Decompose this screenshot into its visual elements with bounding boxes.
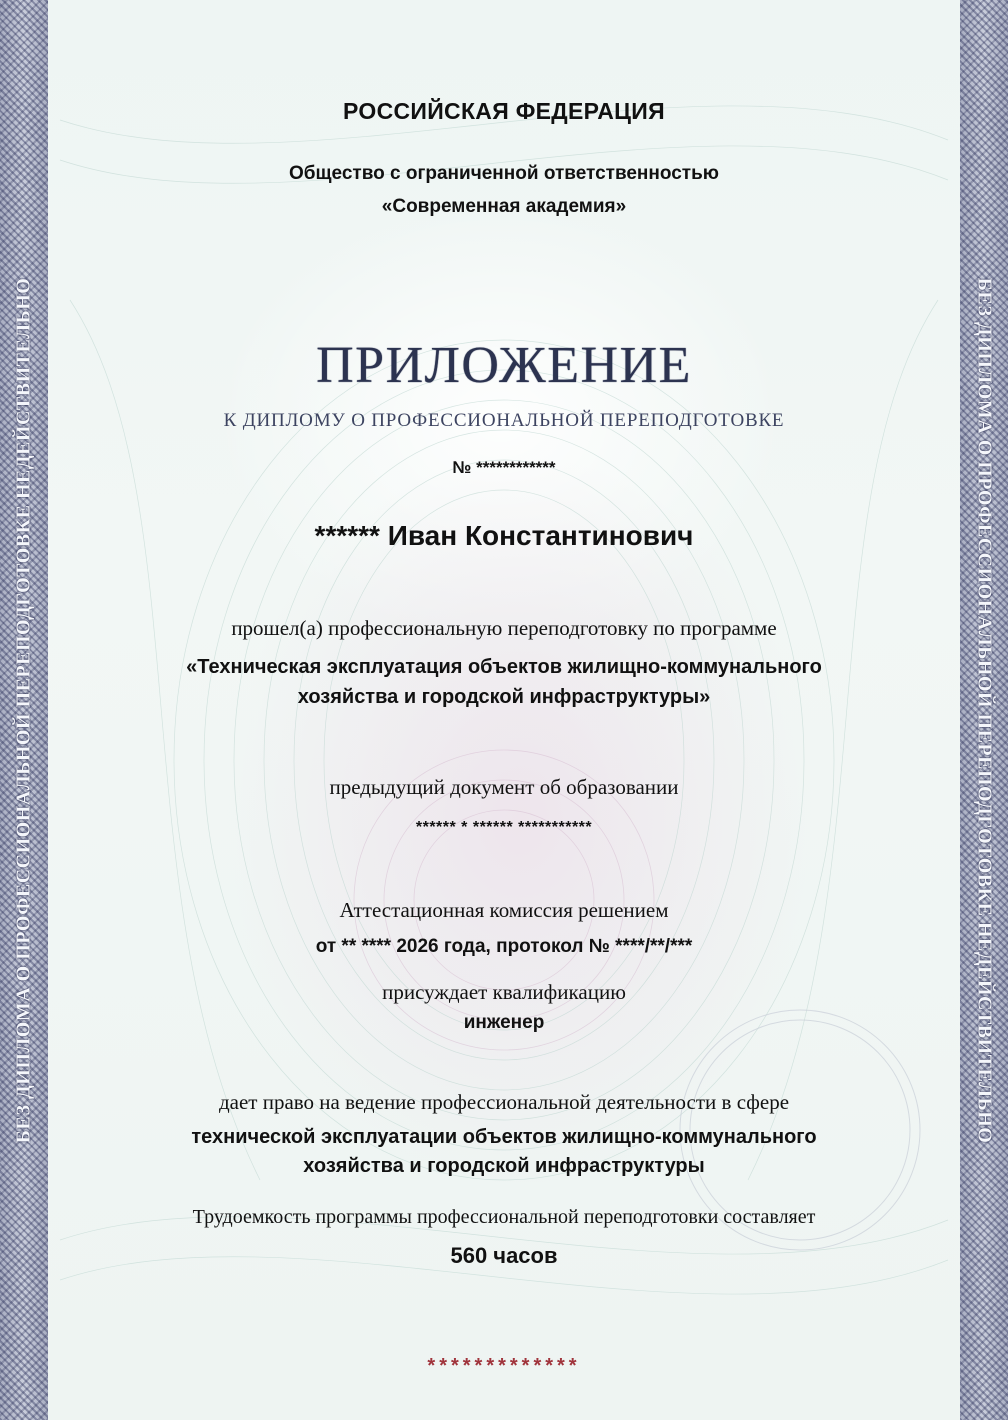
serial-number: ************* [427,1355,581,1377]
labor-hours: 560 часов [450,1243,558,1268]
certificate-content [48,0,960,1420]
document-title: ПРИЛОЖЕНИЕ [316,337,692,394]
holder-name: ****** Иван Константинович [314,520,694,551]
awards-qualification-label: присуждает квалификацию [382,980,626,1004]
left-border-text: БЕЗ ДИПЛОМА О ПРОФЕССИОНАЛЬНОЙ ПЕРЕПОДГОТОВКЕ НЕДЕЙСТВИТЕЛЬНО [12,277,35,1143]
rights-label: дает право на ведение профессиональной деятельности в сфере [218,1090,790,1114]
document-subtitle: К ДИПЛОМУ О ПРОФЕССИОНАЛЬНОЙ ПЕРЕПОДГОТОВКЕ [223,410,785,431]
previous-document-value: ****** * ****** *********** [415,819,593,836]
program-name: «Техническая эксплуатация объектов жилищно-коммунального хозяйства и городской инфраструктуры» [186,656,822,708]
left-security-border [0,0,48,1420]
organization-name: «Современная академия» [381,196,627,217]
labor-intensity-label: Трудоемкость программы профессиональной переподготовки составляет [192,1206,816,1228]
commission-decision: от ** **** 2026 года, протокол № ****/**/*** [315,936,693,957]
commission-label: Аттестационная комиссия решением [339,898,669,922]
rights-sphere: технической эксплуатации объектов жилищно-коммунального хозяйства и городской инфраструктуры [191,1126,817,1177]
right-border-text: БЕЗ ДИПЛОМА О ПРОФЕССИОНАЛЬНОЙ ПЕРЕПОДГОТОВКЕ НЕДЕЙСТВИТЕЛЬНО [973,277,996,1143]
document-number: № ************ [452,458,556,477]
right-security-border [960,0,1008,1420]
passed-program-label: прошел(а) профессиональную переподготовку по программе [231,616,777,640]
organization-type: Общество с ограниченной ответственностью [288,163,720,184]
country-heading: РОССИЙСКАЯ ФЕДЕРАЦИЯ [343,98,665,124]
previous-document-label: предыдущий документ об образовании [329,775,679,799]
qualification-value: инженер [463,1012,545,1033]
